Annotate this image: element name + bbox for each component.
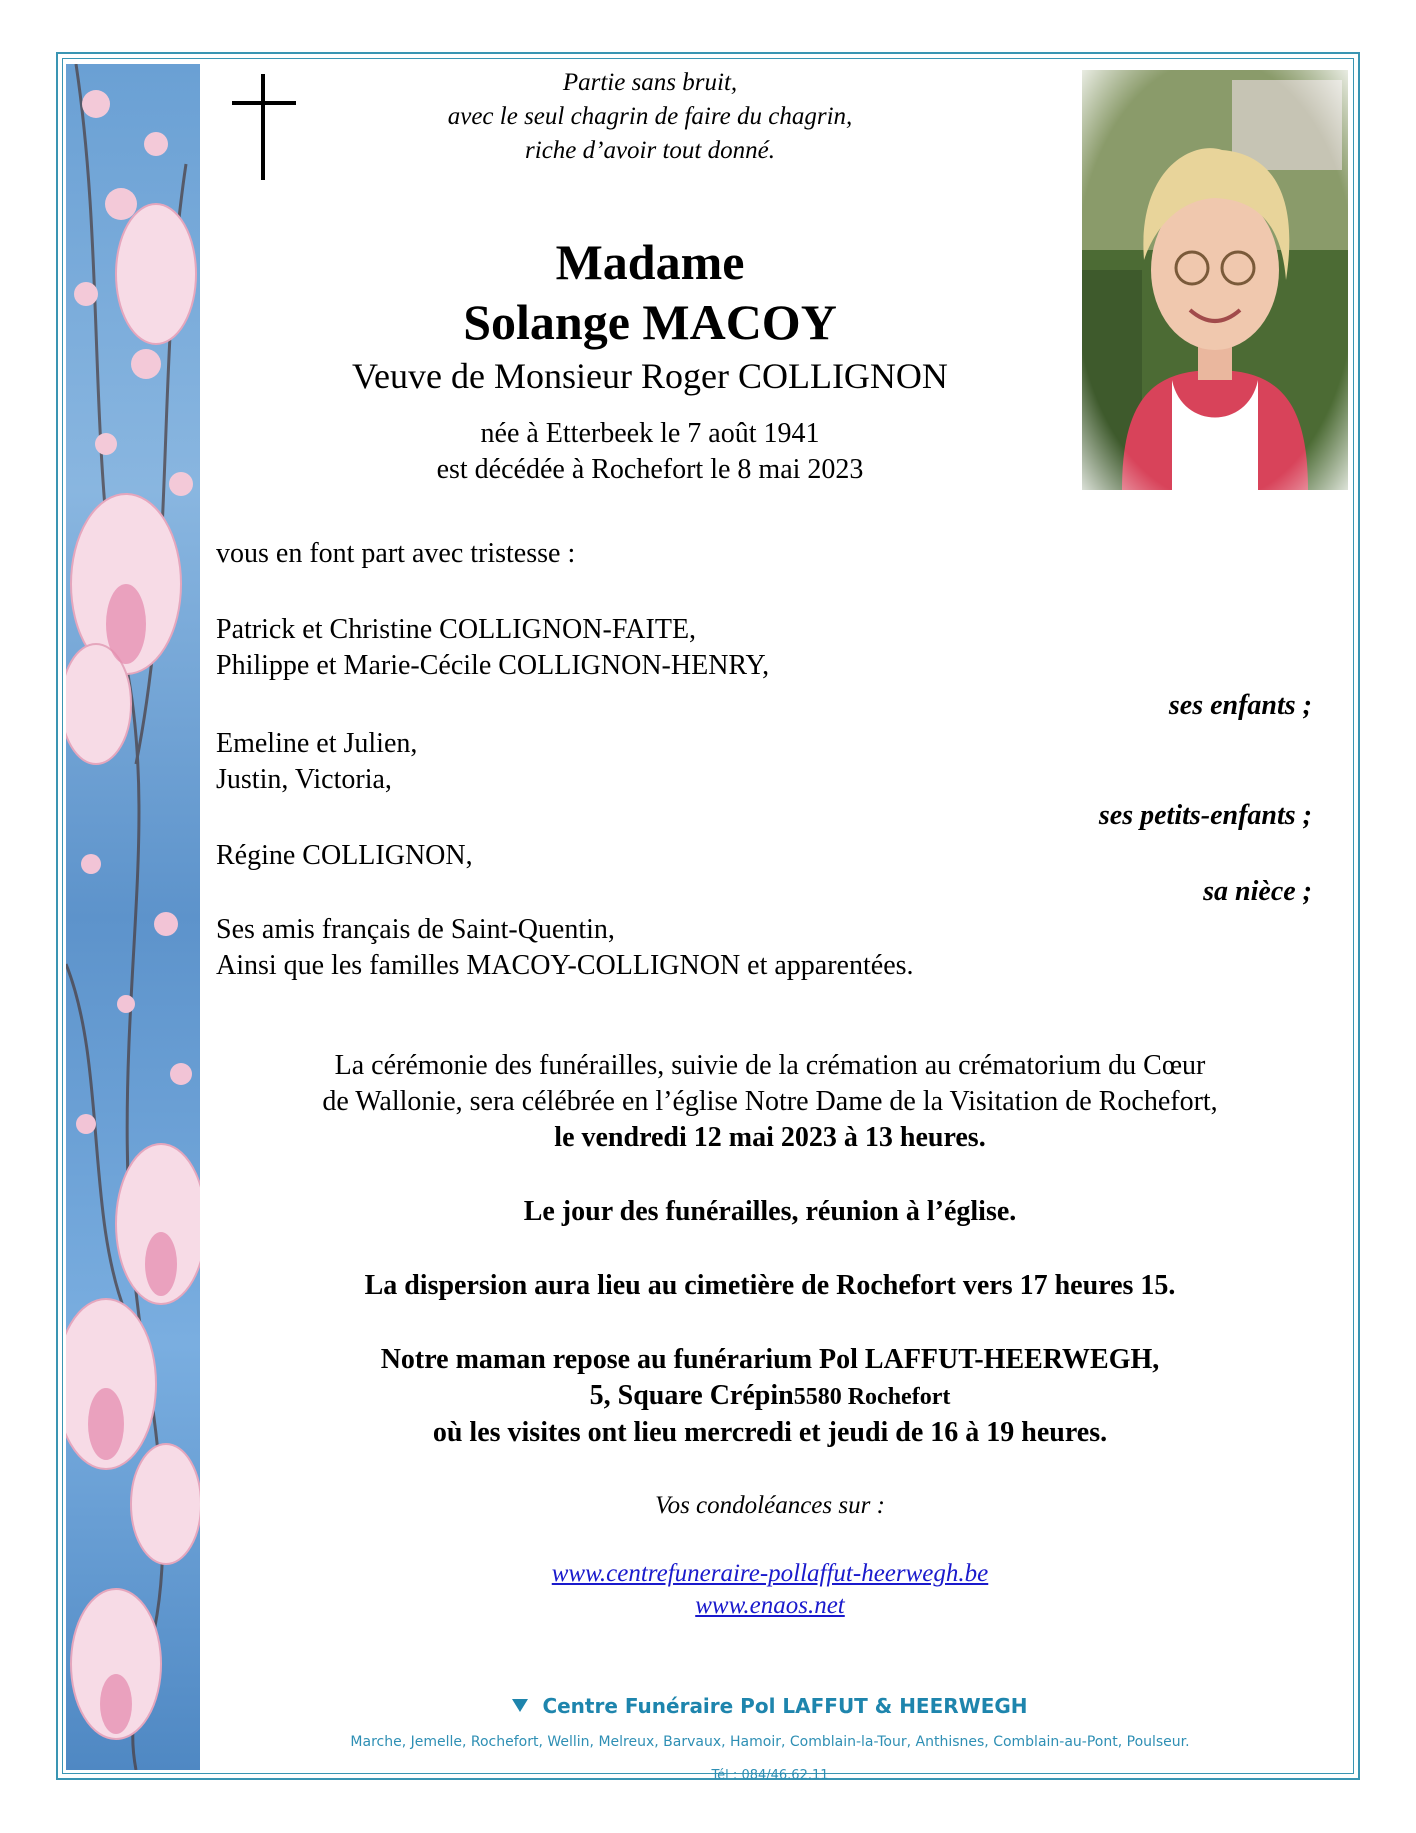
family-member: Patrick et Christine COLLIGNON-FAITE, [216, 614, 697, 645]
magnolia-side-image [66, 64, 200, 1770]
enaos-link[interactable]: www.enaos.net [695, 1592, 845, 1619]
dispersion-info: La dispersion aura lieu au cimetière de Rochefort vers 17 heures 15. [364, 1270, 1176, 1301]
portrait-photo [1082, 70, 1348, 490]
company-name: Centre Funéraire Pol LAFFUT & HEERWEGH [542, 1694, 1028, 1718]
funerarium-line: Notre maman repose au funérarium Pol LAFFUT-HEERWEGH, [380, 1344, 1160, 1375]
triangle-down-icon [512, 1699, 528, 1712]
ceremony-line: La cérémonie des funérailles, suivie de la crémation au crématorium du Cœur [334, 1050, 1206, 1081]
family-member: Philippe et Marie-Cécile COLLIGNON-HENRY, [216, 650, 770, 681]
relation-label: ses enfants ; [1168, 690, 1312, 721]
footer-phone: Tél : 084/46.62.11 [711, 1768, 829, 1783]
condolence-links [200, 1558, 1340, 1622]
ceremony-info [200, 1048, 1340, 1156]
condolences-label: Vos condoléances sur : [655, 1492, 885, 1519]
address-street: 5, Square Crépin [589, 1380, 794, 1411]
epigraph [320, 66, 980, 168]
footer-company [200, 1694, 1340, 1718]
epigraph-line: Partie sans bruit, [562, 69, 738, 96]
ceremony-line: de Wallonie, sera célébrée en l’église Notre Dame de la Visitation de Rochefort, [322, 1086, 1218, 1117]
family-member: Ses amis français de Saint-Quentin, [216, 914, 615, 945]
deceased-name: Solange MACOY [463, 294, 837, 350]
footer-towns: Marche, Jemelle, Rochefort, Wellin, Melreux, Barvaux, Hamoir, Comblain-la-Tour, Anthisnes, Comblain-au-Pont, Poulseur. [350, 1734, 1190, 1750]
family-member: Ainsi que les familles MACOY-COLLIGNON et apparentées. [216, 950, 914, 981]
announcement: vous en font part avec tristesse : [216, 538, 576, 569]
family-member: Régine COLLIGNON, [216, 840, 473, 871]
family-member: Justin, Victoria, [216, 764, 392, 795]
death-line: est décédée à Rochefort le 8 mai 2023 [436, 454, 864, 485]
epigraph-line: avec le seul chagrin de faire du chagrin, [447, 103, 853, 130]
ceremony-date: le vendredi 12 mai 2023 à 13 heures. [554, 1122, 986, 1153]
honorific: Madame [555, 234, 745, 290]
epigraph-line: riche d’avoir tout donné. [525, 137, 775, 164]
spouse-line: Veuve de Monsieur Roger COLLIGNON [352, 356, 948, 396]
relation-label: ses petits-enfants ; [1098, 800, 1312, 831]
family-member: Emeline et Julien, [216, 728, 418, 759]
funeral-center-link[interactable]: www.centrefuneraire-pollaffut-heerwegh.be [551, 1560, 989, 1587]
deceased-block [230, 232, 1070, 488]
funerarium-visits: où les visites ont lieu mercredi et jeudi de 16 à 19 heures. [432, 1417, 1108, 1448]
meeting-info: Le jour des funérailles, réunion à l’église. [523, 1196, 1017, 1227]
relation-label: sa nièce ; [1203, 876, 1312, 907]
cross-icon [232, 74, 296, 182]
funerarium-info [200, 1342, 1340, 1451]
address-city: 5580 Rochefort [793, 1384, 951, 1410]
birth-line: née à Etterbeek le 7 août 1941 [480, 418, 820, 449]
funerarium-address [200, 1378, 1340, 1415]
